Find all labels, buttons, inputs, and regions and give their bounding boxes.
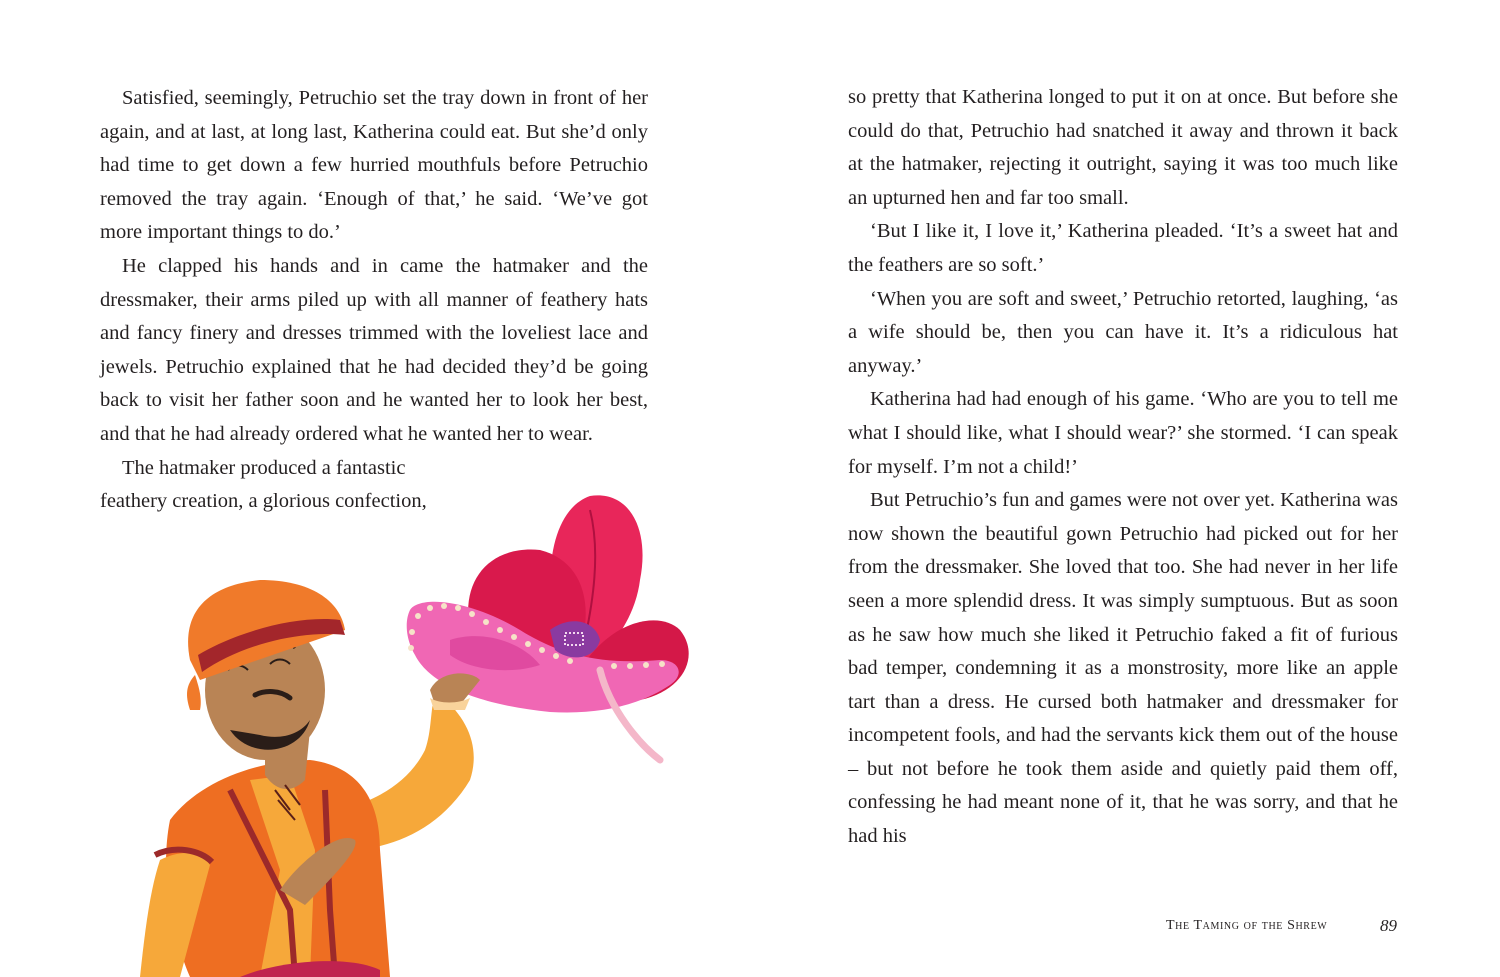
right-text-column [848, 81, 1398, 854]
paragraph: ‘When you are soft and sweet,’ Petruchio retorted, laughing, ‘as a wife should be, then you can have it. It’s a ridiculous hat anyway.’ [848, 287, 1398, 377]
paragraph: so pretty that Katherina longed to put it on at once. But before she could do that, Petruchio had snatched it away and thrown it back at the hatmaker, rejecting it outright, saying it was too much like an upturned hen and far too small. [848, 86, 1398, 209]
paragraph-wrap-around-illustration: The hatmaker produced a fantastic feathery creation, a glorious confection, [100, 456, 427, 513]
paragraph: ‘But I like it, I love it,’ Katherina pleaded. ‘It’s a sweet hat and the feathers are so soft.’ [848, 220, 1398, 276]
running-head: The Taming of the Shrew [1166, 918, 1328, 933]
petruchio-hat-illustration [140, 490, 720, 977]
paragraph: But Petruchio’s fun and games were not over yet. Katherina was now shown the beautiful gown Petruchio had picked out for her from the dressmaker. She loved that too. She had never in her life seen a more splendid dress. It was simply sumptuous. But as soon as he saw how much she liked it Petruchio faked a fit of furious bad temper, condemning it as a monstrosity, more like an apple tart than a dress. He cursed both hatmaker and dressmaker for incompetent fools, and had the servants kick them out of the house – but not before he took them aside and quietly paid them off, confessing he had meant none of it, that he was sorry, and that he had his [848, 489, 1398, 848]
paragraph: Katherina had had enough of his game. ‘Who are you to tell me what I should like, what I should wear?’ she stormed. ‘I can speak for myself. I’m not a child!’ [848, 388, 1398, 478]
page-number: 89 [1380, 916, 1397, 935]
paragraph: He clapped his hands and in came the hatmaker and the dressmaker, their arms piled up with all manner of feathery hats and fancy finery and dresses trimmed with the loveliest lace and jewels. Petruchio explained that he had decided they’d be going back to visit her father soon and he wanted her to look her best, and that he had already ordered what he wanted her to wear. [100, 254, 648, 445]
left-text-column [100, 82, 648, 519]
right-page [750, 0, 1500, 977]
paragraph: Satisfied, seemingly, Petruchio set the tray down in front of her again, and at last, at long last, Katherina could eat. But she’d only had time to get down a few hurried mouthfuls before Petruchio removed the tray again. ‘Enough of that,’ he said. ‘We’ve got more important things to do.’ [100, 87, 648, 244]
